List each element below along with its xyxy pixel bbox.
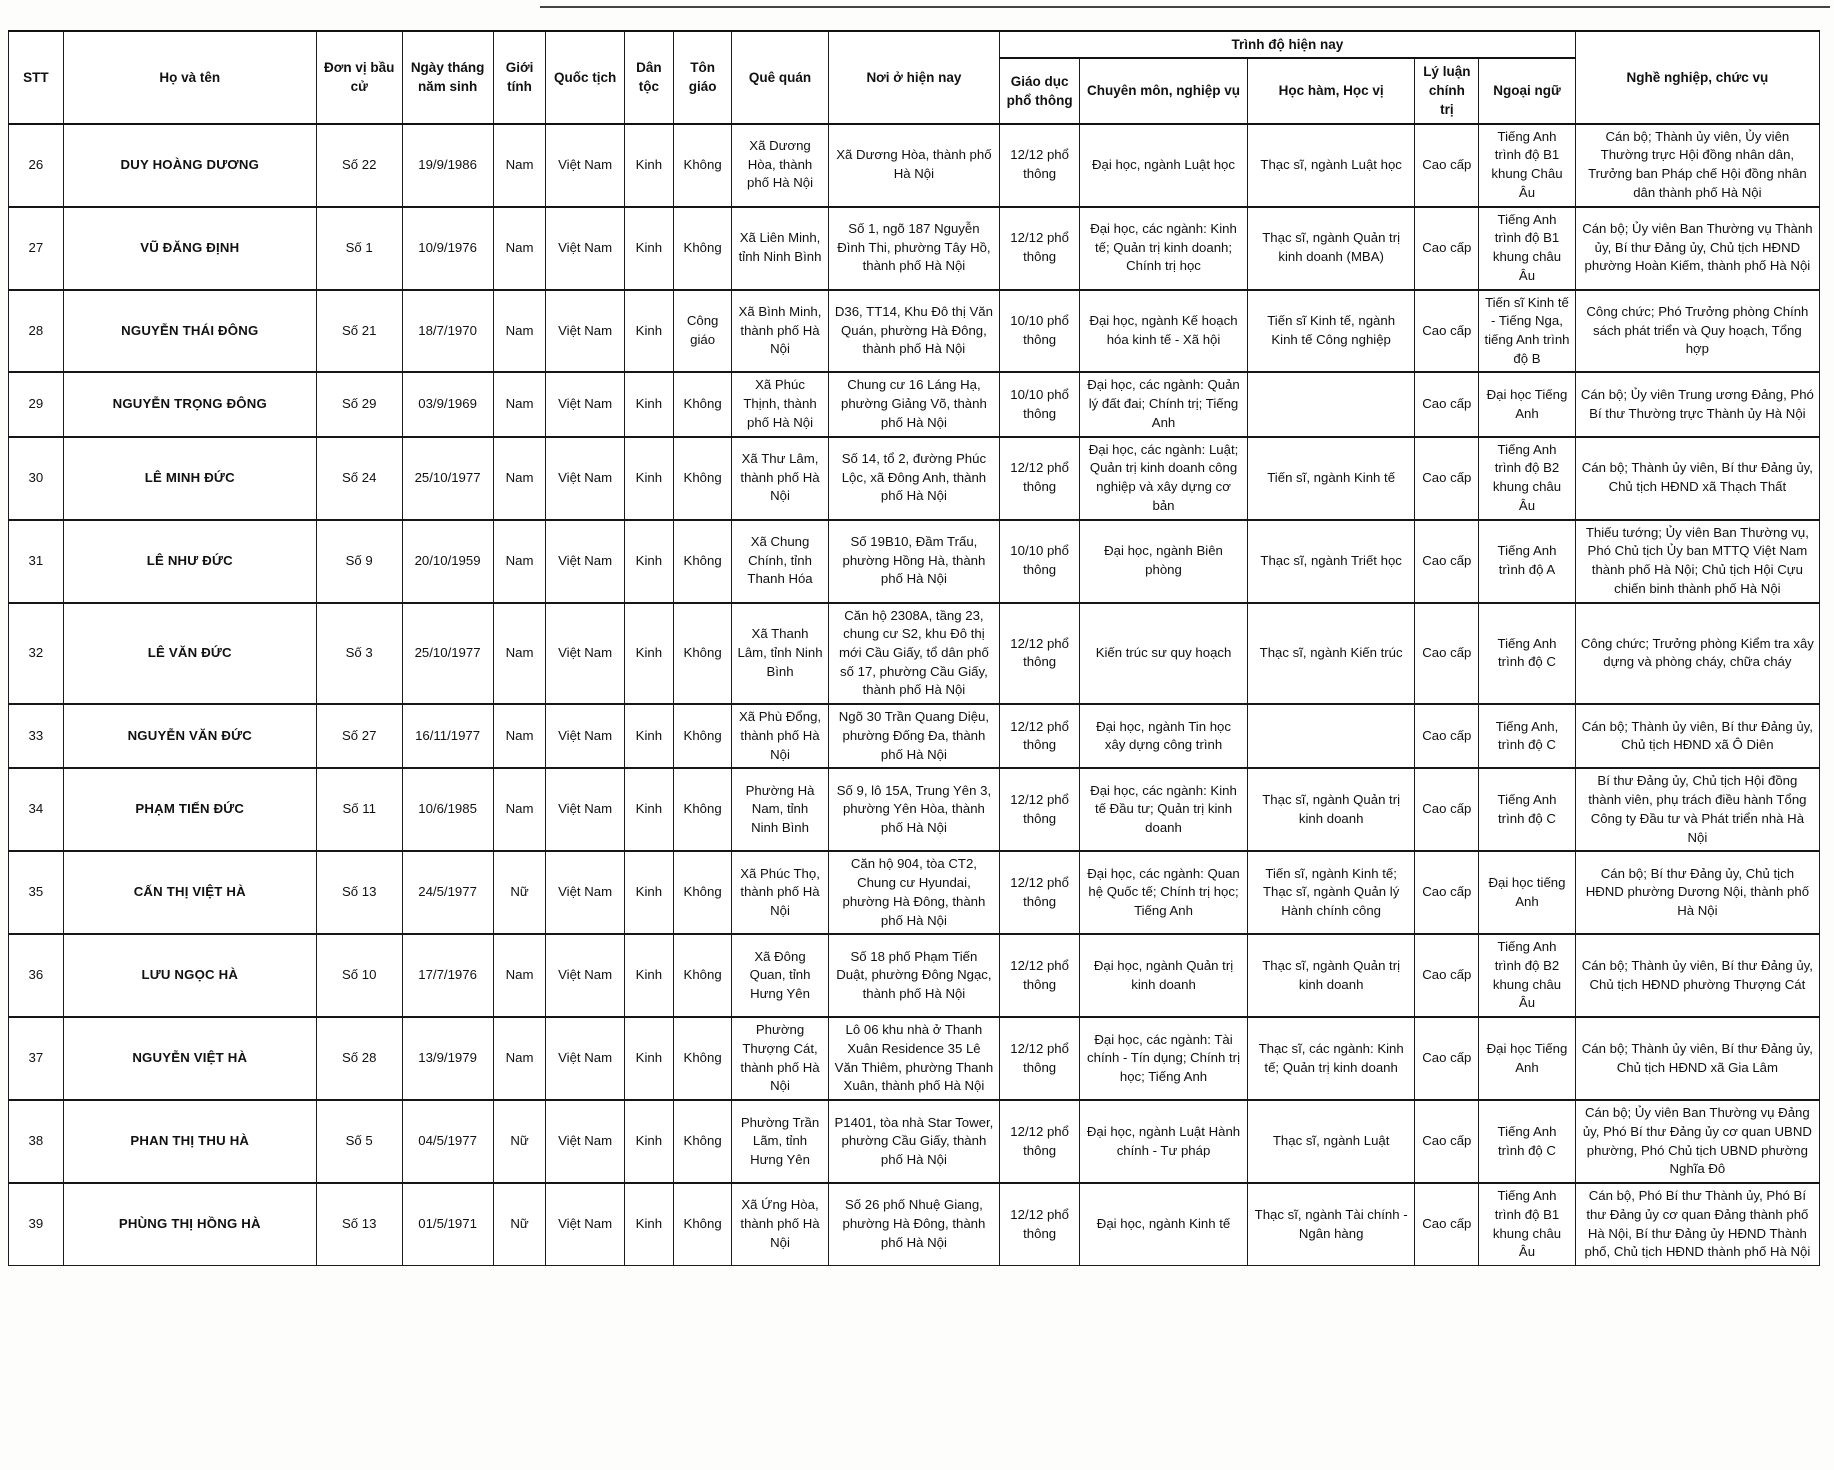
cell-dob: 03/9/1969 [402, 372, 493, 436]
table-row [9, 934, 1820, 1017]
cell-residence: Ngõ 30 Trần Quang Diệu, phường Đống Đa, thành phố Hà Nội [828, 704, 999, 768]
cell-name: NGUYỄN THÁI ĐÔNG [63, 290, 316, 373]
cell-religion: Không [673, 851, 731, 934]
cell-name: DUY HOÀNG DƯƠNG [63, 124, 316, 207]
cell-dob: 10/9/1976 [402, 207, 493, 290]
cell-dob: 17/7/1976 [402, 934, 493, 1017]
cell-occupation: Bí thư Đảng ủy, Chủ tịch Hội đồng thành viên, phụ trách điều hành Tổng Công ty Đầu tư và Phát triển nhà Hà Nội [1575, 768, 1819, 851]
cell-residence: Số 9, lô 15A, Trung Yên 3, phường Yên Hòa, thành phố Hà Nội [828, 768, 999, 851]
cell-religion: Không [673, 124, 731, 207]
cell-nationality: Việt Nam [546, 1100, 624, 1183]
cell-stt: 26 [9, 124, 64, 207]
cell-nationality: Việt Nam [546, 290, 624, 373]
cell-gender: Nam [493, 603, 546, 705]
cell-stt: 39 [9, 1183, 64, 1265]
cell-education: 10/10 phổ thông [1000, 290, 1080, 373]
cell-occupation: Cán bộ; Thành ủy viên, Bí thư Đảng ủy, Chủ tịch HĐND xã Thạch Thất [1575, 437, 1819, 520]
cell-dob: 01/5/1971 [402, 1183, 493, 1265]
header-politics: Lý luận chính trị [1415, 58, 1479, 123]
header-religion: Tôn giáo [673, 31, 731, 124]
cell-religion: Không [673, 704, 731, 768]
cell-occupation: Cán bộ; Bí thư Đảng ủy, Chủ tịch HĐND phường Dương Nội, thành phố Hà Nội [1575, 851, 1819, 934]
cell-ethnicity: Kinh [624, 704, 673, 768]
cell-degree: Thạc sĩ, ngành Kiến trúc [1247, 603, 1415, 705]
header-name: Họ và tên [63, 31, 316, 124]
cell-name: PHAN THỊ THU HÀ [63, 1100, 316, 1183]
cell-language: Tiếng Anh trình độ B1 khung châu Âu [1479, 1183, 1576, 1265]
header-degree: Học hàm, Học vị [1247, 58, 1415, 123]
cell-hometown: Xã Ứng Hòa, thành phố Hà Nội [732, 1183, 829, 1265]
cell-education: 12/12 phổ thông [1000, 603, 1080, 705]
cell-professional: Đại học, các ngành: Luật; Quản trị kinh doanh công nghiệp và xây dựng cơ bản [1080, 437, 1248, 520]
cell-gender: Nam [493, 768, 546, 851]
cell-professional: Đại học, các ngành: Kinh tế; Quản trị kinh doanh; Chính trị học [1080, 207, 1248, 290]
cell-degree: Thạc sĩ, ngành Luật học [1247, 124, 1415, 207]
cell-residence: Số 18 phố Phạm Tiến Duật, phường Đông Ngạc, thành phố Hà Nội [828, 934, 999, 1017]
cell-education: 12/12 phổ thông [1000, 768, 1080, 851]
cell-occupation: Thiếu tướng; Ủy viên Ban Thường vụ, Phó Chủ tịch Ủy ban MTTQ Việt Nam thành phố Hà Nội; Chủ tịch Hội Cựu chiến binh thành phố Hà Nội [1575, 520, 1819, 603]
cell-stt: 37 [9, 1017, 64, 1100]
cell-hometown: Xã Phúc Thịnh, thành phố Hà Nội [732, 372, 829, 436]
cell-politics: Cao cấp [1415, 290, 1479, 373]
cell-unit: Số 24 [316, 437, 402, 520]
cell-unit: Số 1 [316, 207, 402, 290]
cell-professional: Kiến trúc sư quy hoạch [1080, 603, 1248, 705]
header-professional: Chuyên môn, nghiệp vụ [1080, 58, 1248, 123]
cell-degree [1247, 372, 1415, 436]
cell-religion: Không [673, 603, 731, 705]
cell-nationality: Việt Nam [546, 934, 624, 1017]
cell-residence: Số 19B10, Đầm Trấu, phường Hồng Hà, thành phố Hà Nội [828, 520, 999, 603]
header-language: Ngoại ngữ [1479, 58, 1576, 123]
cell-language: Đại học Tiếng Anh [1479, 372, 1576, 436]
cell-education: 12/12 phổ thông [1000, 1183, 1080, 1265]
cell-hometown: Xã Phúc Thọ, thành phố Hà Nội [732, 851, 829, 934]
cell-language: Tiếng Anh trình độ B1 khung châu Âu [1479, 207, 1576, 290]
table-row [9, 851, 1820, 934]
cell-gender: Nam [493, 124, 546, 207]
cell-degree: Thạc sĩ, ngành Quản trị kinh doanh (MBA) [1247, 207, 1415, 290]
cell-education: 12/12 phổ thông [1000, 851, 1080, 934]
cell-professional: Đại học, các ngành: Quan hệ Quốc tế; Chính trị học; Tiếng Anh [1080, 851, 1248, 934]
cell-name: LƯU NGỌC HÀ [63, 934, 316, 1017]
cell-professional: Đại học, ngành Luật học [1080, 124, 1248, 207]
cell-language: Tiếng Anh trình độ C [1479, 768, 1576, 851]
cell-nationality: Việt Nam [546, 851, 624, 934]
cell-gender: Nam [493, 1017, 546, 1100]
cell-unit: Số 29 [316, 372, 402, 436]
cell-unit: Số 28 [316, 1017, 402, 1100]
cell-unit: Số 5 [316, 1100, 402, 1183]
cell-ethnicity: Kinh [624, 768, 673, 851]
cell-nationality: Việt Nam [546, 520, 624, 603]
table-row [9, 768, 1820, 851]
cell-occupation: Cán bộ; Thành ủy viên, Bí thư Đảng ủy, Chủ tịch HĐND phường Thượng Cát [1575, 934, 1819, 1017]
cell-gender: Nam [493, 437, 546, 520]
table-row [9, 1183, 1820, 1265]
cell-language: Tiếng Anh trình độ A [1479, 520, 1576, 603]
cell-dob: 20/10/1959 [402, 520, 493, 603]
cell-politics: Cao cấp [1415, 520, 1479, 603]
cell-residence: Chung cư 16 Láng Hạ, phường Giảng Võ, thành phố Hà Nội [828, 372, 999, 436]
cell-degree: Thạc sĩ, các ngành: Kinh tế; Quản trị kinh doanh [1247, 1017, 1415, 1100]
cell-dob: 19/9/1986 [402, 124, 493, 207]
cell-gender: Nam [493, 290, 546, 373]
cell-education: 12/12 phổ thông [1000, 704, 1080, 768]
cell-occupation: Cán bộ; Thành ủy viên, Bí thư Đảng ủy, Chủ tịch HĐND xã Ô Diên [1575, 704, 1819, 768]
cell-stt: 38 [9, 1100, 64, 1183]
cell-unit: Số 13 [316, 1183, 402, 1265]
cell-gender: Nam [493, 934, 546, 1017]
cell-ethnicity: Kinh [624, 520, 673, 603]
cell-politics: Cao cấp [1415, 851, 1479, 934]
candidate-roster-table [8, 30, 1820, 1266]
cell-nationality: Việt Nam [546, 372, 624, 436]
cell-unit: Số 13 [316, 851, 402, 934]
cell-professional: Đại học, ngành Quản trị kinh doanh [1080, 934, 1248, 1017]
cell-name: PHẠM TIẾN ĐỨC [63, 768, 316, 851]
header-education: Giáo dục phổ thông [1000, 58, 1080, 123]
cell-stt: 31 [9, 520, 64, 603]
cell-dob: 24/5/1977 [402, 851, 493, 934]
cell-professional: Đại học, các ngành: Kinh tế Đầu tư; Quản trị kinh doanh [1080, 768, 1248, 851]
cell-language: Tiếng Anh trình độ B2 khung châu Âu [1479, 934, 1576, 1017]
table-row [9, 437, 1820, 520]
cell-nationality: Việt Nam [546, 124, 624, 207]
cell-politics: Cao cấp [1415, 603, 1479, 705]
table-row [9, 603, 1820, 705]
cell-ethnicity: Kinh [624, 124, 673, 207]
cell-ethnicity: Kinh [624, 1100, 673, 1183]
cell-politics: Cao cấp [1415, 437, 1479, 520]
table-row [9, 124, 1820, 207]
cell-ethnicity: Kinh [624, 934, 673, 1017]
cell-gender: Nam [493, 372, 546, 436]
cell-unit: Số 9 [316, 520, 402, 603]
cell-hometown: Xã Dương Hòa, thành phố Hà Nội [732, 124, 829, 207]
cell-politics: Cao cấp [1415, 704, 1479, 768]
cell-gender: Nam [493, 520, 546, 603]
header-residence: Nơi ở hiện nay [828, 31, 999, 124]
cell-language: Đại học Tiếng Anh [1479, 1017, 1576, 1100]
cell-stt: 29 [9, 372, 64, 436]
cell-degree [1247, 704, 1415, 768]
cell-stt: 36 [9, 934, 64, 1017]
cell-hometown: Phường Trần Lãm, tỉnh Hưng Yên [732, 1100, 829, 1183]
cell-occupation: Cán bộ, Phó Bí thư Thành ủy, Phó Bí thư Đảng ủy cơ quan Đảng thành phố Hà Nội, Bí thư Đảng ủy HĐND Thành phố, Chủ tịch HĐND thành phố Hà Nội [1575, 1183, 1819, 1265]
cell-ethnicity: Kinh [624, 372, 673, 436]
table-header [9, 31, 1820, 124]
cell-dob: 25/10/1977 [402, 437, 493, 520]
cell-education: 12/12 phổ thông [1000, 1017, 1080, 1100]
table-row [9, 290, 1820, 373]
cell-dob: 16/11/1977 [402, 704, 493, 768]
cell-religion: Không [673, 207, 731, 290]
cell-language: Tiếng Anh, trình độ C [1479, 704, 1576, 768]
cell-religion: Công giáo [673, 290, 731, 373]
cell-education: 10/10 phổ thông [1000, 372, 1080, 436]
cell-politics: Cao cấp [1415, 372, 1479, 436]
cell-religion: Không [673, 520, 731, 603]
header-gender: Giới tính [493, 31, 546, 124]
cell-degree: Thạc sĩ, ngành Triết học [1247, 520, 1415, 603]
cell-nationality: Việt Nam [546, 704, 624, 768]
cell-stt: 27 [9, 207, 64, 290]
cell-unit: Số 22 [316, 124, 402, 207]
cell-politics: Cao cấp [1415, 1100, 1479, 1183]
cell-ethnicity: Kinh [624, 207, 673, 290]
table-body [9, 124, 1820, 1266]
cell-stt: 28 [9, 290, 64, 373]
cell-stt: 33 [9, 704, 64, 768]
cell-name: VŨ ĐĂNG ĐỊNH [63, 207, 316, 290]
cell-residence: D36, TT14, Khu Đô thị Văn Quán, phường Hà Đông, thành phố Hà Nội [828, 290, 999, 373]
cell-degree: Thạc sĩ, ngành Quản trị kinh doanh [1247, 934, 1415, 1017]
cell-religion: Không [673, 1183, 731, 1265]
header-qualification-group: Trình độ hiện nay [1000, 31, 1576, 58]
cell-occupation: Cán bộ; Thành ủy viên, Bí thư Đảng ủy, Chủ tịch HĐND xã Gia Lâm [1575, 1017, 1819, 1100]
cell-gender: Nữ [493, 1183, 546, 1265]
cell-degree: Tiến sĩ, ngành Kinh tế; Thạc sĩ, ngành Quản lý Hành chính công [1247, 851, 1415, 934]
cell-residence: P1401, tòa nhà Star Tower, phường Cầu Giấy, thành phố Hà Nội [828, 1100, 999, 1183]
cell-professional: Đại học, ngành Luật Hành chính - Tư pháp [1080, 1100, 1248, 1183]
cell-professional: Đại học, ngành Kinh tế [1080, 1183, 1248, 1265]
cell-ethnicity: Kinh [624, 290, 673, 373]
cell-politics: Cao cấp [1415, 1183, 1479, 1265]
cell-name: LÊ NHƯ ĐỨC [63, 520, 316, 603]
header-occupation: Nghề nghiệp, chức vụ [1575, 31, 1819, 124]
header-ethnicity: Dân tộc [624, 31, 673, 124]
cell-nationality: Việt Nam [546, 207, 624, 290]
cell-dob: 18/7/1970 [402, 290, 493, 373]
header-nationality: Quốc tịch [546, 31, 624, 124]
cell-dob: 10/6/1985 [402, 768, 493, 851]
table-row [9, 207, 1820, 290]
cell-stt: 32 [9, 603, 64, 705]
cell-hometown: Xã Chung Chính, tỉnh Thanh Hóa [732, 520, 829, 603]
cell-degree: Tiến sĩ Kinh tế, ngành Kinh tế Công nghiệp [1247, 290, 1415, 373]
cell-ethnicity: Kinh [624, 437, 673, 520]
cell-occupation: Cán bộ; Ủy viên Ban Thường vụ Thành ủy, Bí thư Đảng ủy, Chủ tịch HĐND phường Hoàn Kiếm, thành phố Hà Nội [1575, 207, 1819, 290]
cell-occupation: Công chức; Trưởng phòng Kiểm tra xây dựng và phòng cháy, chữa cháy [1575, 603, 1819, 705]
table-row [9, 1100, 1820, 1183]
cell-politics: Cao cấp [1415, 207, 1479, 290]
cell-education: 12/12 phổ thông [1000, 934, 1080, 1017]
cell-politics: Cao cấp [1415, 1017, 1479, 1100]
cell-name: LÊ VĂN ĐỨC [63, 603, 316, 705]
cell-residence: Căn hộ 2308A, tầng 23, chung cư S2, khu Đô thị mới Cầu Giấy, tổ dân phố số 17, phường Cầu Giấy, thành phố Hà Nội [828, 603, 999, 705]
cell-dob: 13/9/1979 [402, 1017, 493, 1100]
table-row [9, 520, 1820, 603]
cell-education: 12/12 phổ thông [1000, 437, 1080, 520]
cell-gender: Nữ [493, 1100, 546, 1183]
cell-dob: 25/10/1977 [402, 603, 493, 705]
cell-politics: Cao cấp [1415, 124, 1479, 207]
cell-degree: Thạc sĩ, ngành Tài chính - Ngân hàng [1247, 1183, 1415, 1265]
previous-row-edge-line [540, 6, 1830, 8]
cell-occupation: Cán bộ; Ủy viên Ban Thường vụ Đảng ủy, Phó Bí thư Đảng ủy cơ quan UBND phường, Phó Chủ tịch UBND phường Nghĩa Đô [1575, 1100, 1819, 1183]
cell-nationality: Việt Nam [546, 603, 624, 705]
cell-hometown: Xã Phù Đổng, thành phố Hà Nội [732, 704, 829, 768]
cell-language: Tiến sĩ Kinh tế - Tiếng Nga, tiếng Anh trình độ B [1479, 290, 1576, 373]
header-unit: Đơn vị bầu cử [316, 31, 402, 124]
cell-unit: Số 11 [316, 768, 402, 851]
cell-hometown: Xã Bình Minh, thành phố Hà Nội [732, 290, 829, 373]
cell-hometown: Phường Thượng Cát, thành phố Hà Nội [732, 1017, 829, 1100]
cell-gender: Nam [493, 207, 546, 290]
cell-occupation: Công chức; Phó Trưởng phòng Chính sách phát triển và Quy hoạch, Tổng hợp [1575, 290, 1819, 373]
cell-language: Đại học tiếng Anh [1479, 851, 1576, 934]
cell-degree: Tiến sĩ, ngành Kinh tế [1247, 437, 1415, 520]
cell-professional: Đại học, ngành Tin học xây dựng công trình [1080, 704, 1248, 768]
cell-education: 10/10 phổ thông [1000, 520, 1080, 603]
cell-unit: Số 10 [316, 934, 402, 1017]
cell-occupation: Cán bộ; Thành ủy viên, Ủy viên Thường trực Hội đồng nhân dân, Trưởng ban Pháp chế Hội đồng nhân dân thành phố Hà Nội [1575, 124, 1819, 207]
cell-name: CẤN THỊ VIỆT HÀ [63, 851, 316, 934]
cell-residence: Lô 06 khu nhà ở Thanh Xuân Residence 35 Lê Văn Thiêm, phường Thanh Xuân, thành phố Hà Nội [828, 1017, 999, 1100]
cell-dob: 04/5/1977 [402, 1100, 493, 1183]
cell-nationality: Việt Nam [546, 1017, 624, 1100]
cell-hometown: Xã Đông Quan, tỉnh Hưng Yên [732, 934, 829, 1017]
cell-unit: Số 27 [316, 704, 402, 768]
cell-stt: 34 [9, 768, 64, 851]
cell-hometown: Xã Thư Lâm, thành phố Hà Nội [732, 437, 829, 520]
header-stt: STT [9, 31, 64, 124]
cell-professional: Đại học, ngành Biên phòng [1080, 520, 1248, 603]
cell-name: LÊ MINH ĐỨC [63, 437, 316, 520]
cell-professional: Đại học, ngành Kế hoạch hóa kinh tế - Xã hội [1080, 290, 1248, 373]
cell-education: 12/12 phổ thông [1000, 207, 1080, 290]
cell-occupation: Cán bộ; Ủy viên Trung ương Đảng, Phó Bí thư Thường trực Thành ủy Hà Nội [1575, 372, 1819, 436]
cell-religion: Không [673, 768, 731, 851]
cell-name: NGUYỄN TRỌNG ĐÔNG [63, 372, 316, 436]
cell-language: Tiếng Anh trình độ C [1479, 1100, 1576, 1183]
cell-education: 12/12 phổ thông [1000, 1100, 1080, 1183]
cell-education: 12/12 phổ thông [1000, 124, 1080, 207]
cell-language: Tiếng Anh trình độ B2 khung châu Âu [1479, 437, 1576, 520]
cell-unit: Số 3 [316, 603, 402, 705]
cell-nationality: Việt Nam [546, 437, 624, 520]
cell-gender: Nam [493, 704, 546, 768]
cell-residence: Số 26 phố Nhuệ Giang, phường Hà Đông, thành phố Hà Nội [828, 1183, 999, 1265]
cell-religion: Không [673, 372, 731, 436]
cell-professional: Đại học, các ngành: Tài chính - Tín dụng; Chính trị học; Tiếng Anh [1080, 1017, 1248, 1100]
cell-nationality: Việt Nam [546, 768, 624, 851]
cell-residence: Căn hộ 904, tòa CT2, Chung cư Hyundai, phường Hà Đông, thành phố Hà Nội [828, 851, 999, 934]
cell-language: Tiếng Anh trình độ B1 khung Châu Âu [1479, 124, 1576, 207]
cell-language: Tiếng Anh trình độ C [1479, 603, 1576, 705]
cell-religion: Không [673, 934, 731, 1017]
table-row [9, 704, 1820, 768]
cell-religion: Không [673, 437, 731, 520]
cell-name: NGUYỄN VĂN ĐỨC [63, 704, 316, 768]
cell-professional: Đại học, các ngành: Quản lý đất đai; Chính trị; Tiếng Anh [1080, 372, 1248, 436]
cell-ethnicity: Kinh [624, 1183, 673, 1265]
cell-ethnicity: Kinh [624, 603, 673, 705]
cell-name: PHÙNG THỊ HỒNG HÀ [63, 1183, 316, 1265]
cell-hometown: Xã Thanh Lâm, tỉnh Ninh Bình [732, 603, 829, 705]
cell-ethnicity: Kinh [624, 851, 673, 934]
table-row [9, 372, 1820, 436]
cell-religion: Không [673, 1100, 731, 1183]
cell-religion: Không [673, 1017, 731, 1100]
cell-politics: Cao cấp [1415, 768, 1479, 851]
header-hometown: Quê quán [732, 31, 829, 124]
cell-gender: Nữ [493, 851, 546, 934]
cell-residence: Số 1, ngõ 187 Nguyễn Đình Thi, phường Tây Hồ, thành phố Hà Nội [828, 207, 999, 290]
cell-stt: 30 [9, 437, 64, 520]
cell-hometown: Xã Liên Minh, tỉnh Ninh Bình [732, 207, 829, 290]
cell-degree: Thạc sĩ, ngành Luật [1247, 1100, 1415, 1183]
cell-residence: Xã Dương Hòa, thành phố Hà Nội [828, 124, 999, 207]
cell-ethnicity: Kinh [624, 1017, 673, 1100]
cell-nationality: Việt Nam [546, 1183, 624, 1265]
header-dob: Ngày tháng năm sinh [402, 31, 493, 124]
table-row [9, 1017, 1820, 1100]
cell-unit: Số 21 [316, 290, 402, 373]
cell-degree: Thạc sĩ, ngành Quản trị kinh doanh [1247, 768, 1415, 851]
cell-residence: Số 14, tổ 2, đường Phúc Lộc, xã Đông Anh, thành phố Hà Nội [828, 437, 999, 520]
cell-stt: 35 [9, 851, 64, 934]
cell-name: NGUYỄN VIỆT HÀ [63, 1017, 316, 1100]
cell-politics: Cao cấp [1415, 934, 1479, 1017]
cell-hometown: Phường Hà Nam, tỉnh Ninh Bình [732, 768, 829, 851]
